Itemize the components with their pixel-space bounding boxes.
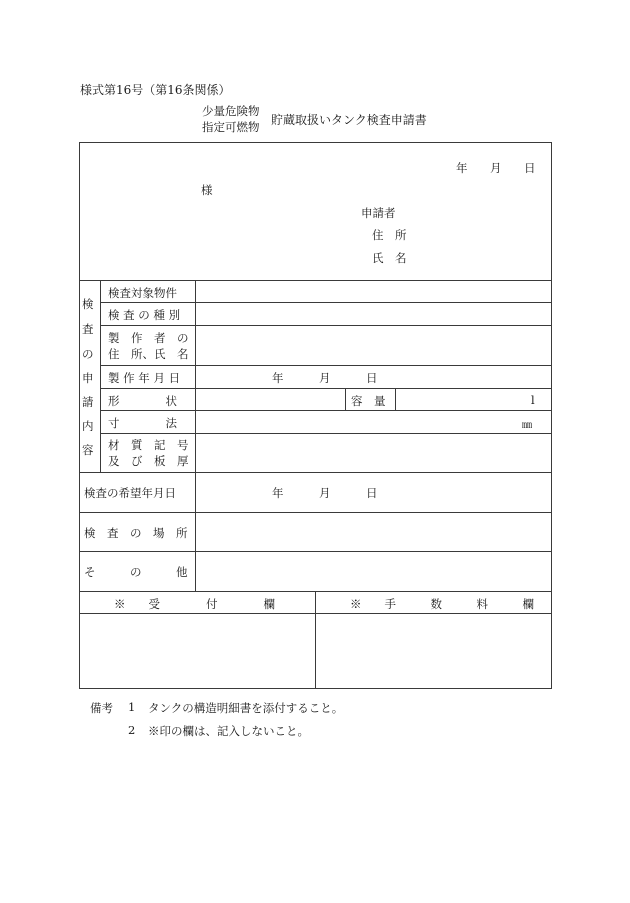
note-number: 1	[128, 700, 136, 714]
row-dimension: 寸 法	[108, 416, 177, 430]
form-title: 貯蔵取扱いタンク検査申請書	[271, 113, 427, 127]
header-date-year: 年	[456, 161, 468, 175]
desired-date-day: 日	[366, 486, 378, 500]
section-label-char: 検	[82, 297, 94, 311]
notes-label: 備考	[90, 701, 113, 715]
section-label-char: 査	[82, 322, 94, 336]
manufacture-date-month: 月	[319, 371, 331, 385]
row-material	[108, 437, 189, 469]
note-number: 2	[128, 723, 136, 737]
row-material-line2: 及 び 板 厚	[108, 454, 189, 468]
capacity-label: 容 量	[351, 394, 386, 408]
row-maker-line1: 製 作 者 の	[108, 331, 189, 345]
row-maker	[108, 330, 189, 362]
manufacture-date-day: 日	[366, 371, 378, 385]
section-label-char: の	[82, 347, 94, 361]
reception-box-title: ※ 受 付 欄	[114, 597, 275, 611]
desired-date-label: 検査の希望年月日	[84, 486, 176, 500]
name-label: 氏 名	[372, 251, 407, 265]
row-shape: 形 状	[108, 394, 177, 408]
note-text: ※印の欄は、記入しないこと。	[148, 724, 309, 738]
row-inspection-type: 検 査 の 種 別	[108, 308, 181, 322]
inspection-place-label: 検 査 の 場 所	[84, 526, 188, 540]
row-manufacture-date: 製 作 年 月 日	[108, 371, 181, 385]
desired-date-year: 年	[272, 486, 284, 500]
note-text: タンクの構造明細書を添付すること。	[148, 701, 344, 715]
header-date-day: 日	[524, 161, 536, 175]
addressee-suffix: 様	[201, 183, 213, 197]
header-date-month: 月	[490, 161, 502, 175]
row-material-line1: 材 質 記 号	[108, 438, 189, 452]
title-prefix	[202, 103, 260, 135]
manufacture-date-year: 年	[272, 371, 284, 385]
section-label-char: 内	[82, 419, 94, 433]
row-inspection-target: 検査対象物件	[108, 286, 177, 300]
address-label: 住 所	[372, 228, 407, 242]
capacity-unit: l	[531, 393, 535, 407]
form-id: 様式第16号（第16条関係）	[80, 83, 231, 97]
desired-date-month: 月	[319, 486, 331, 500]
section-label-char: 申	[82, 371, 94, 385]
fee-box-title: ※ 手 数 料 欄	[350, 597, 534, 611]
section-label-char: 請	[82, 395, 94, 409]
applicant-label: 申請者	[361, 206, 396, 220]
dimension-unit: ㎜	[522, 420, 532, 431]
other-label: そ の 他	[84, 565, 188, 579]
title-prefix-line2: 指定可燃物	[202, 120, 260, 134]
section-label-char: 容	[82, 443, 94, 457]
row-maker-line2: 住 所、氏 名	[108, 347, 189, 361]
title-prefix-line1: 少量危険物	[202, 104, 260, 118]
